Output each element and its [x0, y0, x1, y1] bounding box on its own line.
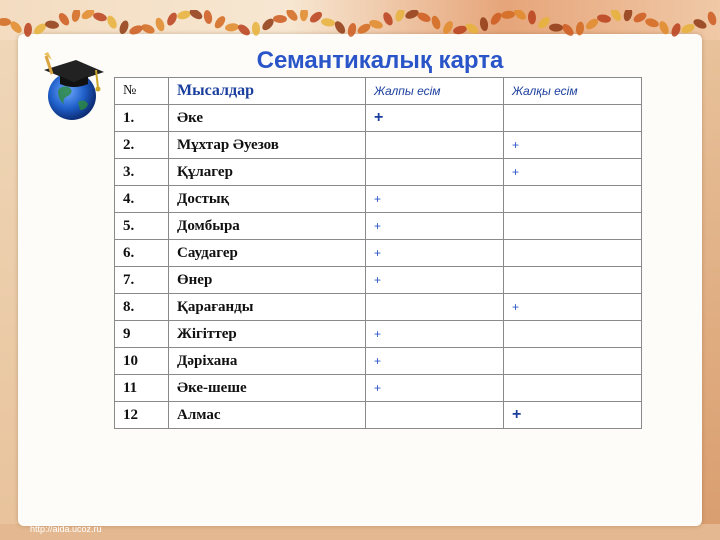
- row-word: Жігіттер: [169, 321, 366, 348]
- row-common-mark: [366, 213, 504, 240]
- leaf-decoration: [596, 13, 611, 23]
- row-common-mark: [366, 267, 504, 294]
- leaf-decoration: [512, 10, 528, 22]
- row-number: 1.: [115, 105, 169, 132]
- leaf-decoration: [176, 10, 192, 21]
- table-row: [115, 402, 642, 429]
- table-row: [115, 294, 642, 321]
- leaf-decoration: [489, 11, 504, 27]
- row-common-mark: [366, 186, 504, 213]
- row-word: Мұхтар Әуезов: [169, 132, 366, 159]
- leaf-decoration: [430, 15, 442, 31]
- row-word: Достық: [169, 186, 366, 213]
- row-common-mark: [366, 348, 504, 375]
- plus-mark: +: [374, 326, 382, 341]
- row-proper-mark: [504, 159, 642, 186]
- leaf-decoration: [0, 18, 11, 26]
- leaf-decoration: [188, 10, 204, 21]
- row-proper-mark: [504, 105, 642, 132]
- row-proper-mark: [504, 132, 642, 159]
- plus-mark: +: [512, 299, 520, 314]
- row-proper-mark: [504, 375, 642, 402]
- table-row: [115, 186, 642, 213]
- table-header-row: [115, 78, 642, 105]
- row-proper-mark: [504, 321, 642, 348]
- leaf-decoration: [105, 14, 118, 30]
- row-number: 12: [115, 402, 169, 429]
- leaf-decoration: [118, 19, 130, 35]
- leaf-decoration: [452, 24, 468, 35]
- leaf-decoration: [501, 10, 516, 19]
- header-common-noun: Жалпы есім: [366, 78, 504, 105]
- row-word: Құлагер: [169, 159, 366, 186]
- row-word: Домбыра: [169, 213, 366, 240]
- row-number: 8.: [115, 294, 169, 321]
- table-row: [115, 240, 642, 267]
- leaf-decoration: [92, 11, 108, 23]
- row-common-mark: [366, 375, 504, 402]
- row-common-mark: [366, 159, 504, 186]
- leaf-decoration: [252, 22, 261, 36]
- row-proper-mark: [504, 186, 642, 213]
- background-bottom: [0, 524, 720, 540]
- leaf-decoration: [622, 10, 633, 22]
- plus-mark: +: [374, 191, 382, 206]
- header-proper-noun: Жалқы есім: [504, 78, 642, 105]
- header-number: №: [115, 78, 169, 105]
- row-number: 7.: [115, 267, 169, 294]
- row-word: Саудагер: [169, 240, 366, 267]
- leaf-decoration: [24, 23, 33, 38]
- row-number: 3.: [115, 159, 169, 186]
- plus-mark: +: [512, 137, 520, 152]
- leaf-decoration: [140, 22, 156, 35]
- leaf-decoration: [528, 10, 536, 24]
- row-proper-mark: [504, 402, 642, 429]
- row-proper-mark: [504, 240, 642, 267]
- row-word: Әке: [169, 105, 366, 132]
- leaf-decoration: [549, 23, 563, 31]
- leaf-decoration: [320, 17, 335, 27]
- table-row: [115, 159, 642, 186]
- row-number: 2.: [115, 132, 169, 159]
- leaf-decoration: [368, 18, 384, 30]
- leaf-decoration: [225, 23, 240, 33]
- leaf-decoration: [347, 22, 358, 37]
- leaf-decoration: [441, 19, 455, 35]
- leaf-decoration: [299, 10, 308, 22]
- row-word: Өнер: [169, 267, 366, 294]
- row-word: Қарағанды: [169, 294, 366, 321]
- row-number: 10: [115, 348, 169, 375]
- leaf-decoration: [609, 10, 623, 23]
- row-number: 6.: [115, 240, 169, 267]
- leaf-decoration: [45, 20, 60, 30]
- footer-url: http://aida.ucoz.ru: [30, 524, 102, 534]
- row-proper-mark: [504, 267, 642, 294]
- row-common-mark: [366, 132, 504, 159]
- row-word: Әке-шеше: [169, 375, 366, 402]
- leaf-decoration: [692, 17, 708, 30]
- leaf-decoration: [284, 10, 299, 23]
- leaf-decoration: [670, 22, 683, 38]
- row-number: 4.: [115, 186, 169, 213]
- leaf-decoration: [680, 22, 696, 34]
- row-number: 9: [115, 321, 169, 348]
- plus-mark: +: [512, 406, 522, 423]
- table-row: [115, 132, 642, 159]
- plus-mark: +: [512, 164, 520, 179]
- row-proper-mark: [504, 294, 642, 321]
- leaf-decoration: [575, 21, 584, 36]
- leaf-decoration: [560, 22, 575, 38]
- leaf-decoration: [706, 11, 718, 27]
- leaf-decoration: [165, 11, 179, 27]
- plus-mark: +: [374, 245, 382, 260]
- leaf-decoration: [644, 17, 660, 29]
- semantic-map-table: [114, 77, 642, 429]
- leaf-decoration: [657, 20, 670, 36]
- row-common-mark: [366, 294, 504, 321]
- row-number: 11: [115, 375, 169, 402]
- plus-mark: +: [374, 272, 382, 287]
- row-common-mark: [366, 402, 504, 429]
- plus-mark: +: [374, 380, 382, 395]
- row-common-mark: [366, 321, 504, 348]
- leaf-decoration: [479, 17, 489, 32]
- table-row: [115, 213, 642, 240]
- row-word: Алмас: [169, 402, 366, 429]
- plus-mark: +: [374, 353, 382, 368]
- table-row: [115, 348, 642, 375]
- leaf-decoration: [71, 10, 82, 23]
- leaf-decoration: [381, 11, 394, 27]
- graduation-globe-icon: [38, 52, 110, 124]
- row-number: 5.: [115, 213, 169, 240]
- leaf-decoration: [394, 10, 406, 23]
- leaf-decoration: [128, 23, 144, 36]
- table-row: [115, 375, 642, 402]
- slide-title: Семантикалық карта: [256, 47, 504, 74]
- plus-mark: +: [374, 109, 384, 126]
- table-row: [115, 267, 642, 294]
- leaf-decoration: [273, 15, 287, 23]
- table-row: [115, 321, 642, 348]
- leaf-decoration: [203, 10, 214, 25]
- row-common-mark: [366, 240, 504, 267]
- row-common-mark: [366, 105, 504, 132]
- row-proper-mark: [504, 213, 642, 240]
- header-examples: Мысалдар: [169, 78, 366, 105]
- row-word: Дәріхана: [169, 348, 366, 375]
- leaf-decoration: [236, 22, 252, 37]
- leaf-decoration: [333, 19, 347, 35]
- leaf-decoration: [154, 17, 166, 33]
- table-row: [115, 105, 642, 132]
- row-proper-mark: [504, 348, 642, 375]
- plus-mark: +: [374, 218, 382, 233]
